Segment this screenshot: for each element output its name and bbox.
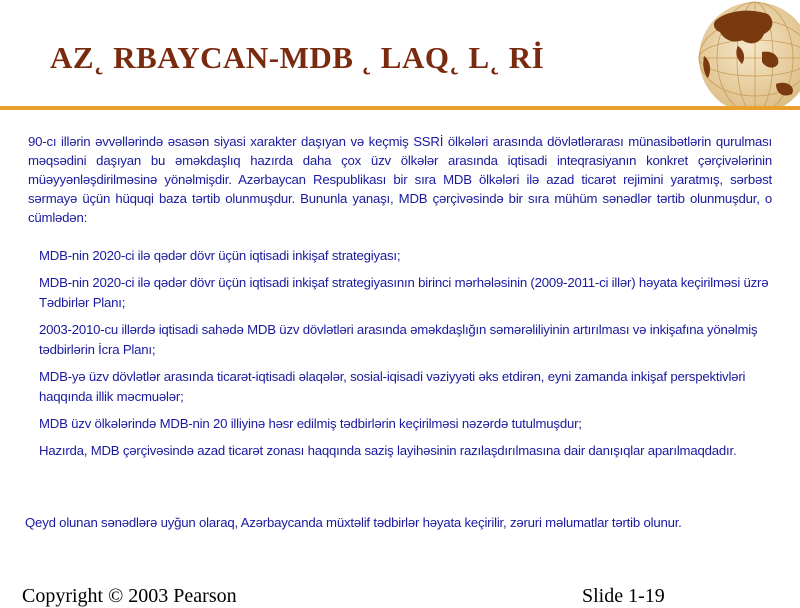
list-item: MDB-nin 2020-ci ilə qədər dövr üçün iqtisadi inkişaf strategiyası; (39, 248, 401, 263)
closing-paragraph: Qeyd olunan sənədlərə uyğun olaraq, Azərbaycanda müxtəlif tədbirlər həyata keçirilir, zəruri məlumatlar tərtib olunur. (25, 515, 682, 530)
slide-title: AZ˛ RBAYCAN-MDB ˛ LAQ˛ L˛ Rİ (50, 40, 545, 75)
footer-copyright: Copyright © 2003 Pearson (22, 585, 237, 607)
list-item: 2003-2010-cu illərdə iqtisadi sahədə MDB üzv dövlətləri arasında əməkdaşlığın səmərəliliyinin artırılması və inkişafına yönəlmiş tədbirlərin İcra Planı; (39, 322, 758, 357)
content-text-image (20, 122, 780, 542)
list-item: MDB üzv ölkələrində MDB-nin 20 illiyinə həsr edilmiş tədbirlərin keçirilməsi nəzərdə tutulmuşdur; (39, 416, 582, 431)
footer-slide-number: Slide 1-19 (582, 585, 665, 607)
title-divider (0, 106, 800, 110)
list-item: MDB-yə üzv dövlətlər arasında ticarət-iqtisadi əlaqələr, sosial-iqisadi vəziyyəti əks etdirən, eyni zamanda inkişaf perspektivləri haqqında illik məcmuələr; (39, 369, 746, 404)
intro-paragraph: 90-cı illərin əvvəllərində əsasən siyasi xarakter daşıyan və keçmiş SSRİ ölkələri arasında dövlətlərarası münasibətlərin qurulması məqsədini daşıyan bu əməkdaşlıq hazırda daha çox üzv ölkələr arasında iqtisadi inteqrasiyanın konkret çərçivələrinin müəyyənləşdirilməsinə yönəlmişdir. Azərbaycan Respublikası bir sıra MDB ölkələri ilə azad ticarət rejimini yaratmış, sərbəst sərmayə üçün hüquqi baza tərtib olunmuşdur. Bununla yanaşı, MDB çərçivəsində bir sıra mühüm sənədlər tərtib olunmuşdur, o cümlədən: (28, 134, 772, 225)
list-item: Hazırda, MDB çərçivəsində azad ticarət zonası haqqında saziş layihəsinin razılaşdırılmasına dair danışıqlar aparılmaqdadır. (39, 443, 737, 458)
document-list (39, 246, 774, 468)
globe-icon (680, 0, 800, 110)
list-item: MDB-nin 2020-ci ilə qədər dövr üçün iqtisadi inkişaf strategiyasının birinci mərhələsinin (2009-2011-ci illər) həyata keçirilməsi üzrə Tədbirlər Planı; (39, 275, 769, 310)
